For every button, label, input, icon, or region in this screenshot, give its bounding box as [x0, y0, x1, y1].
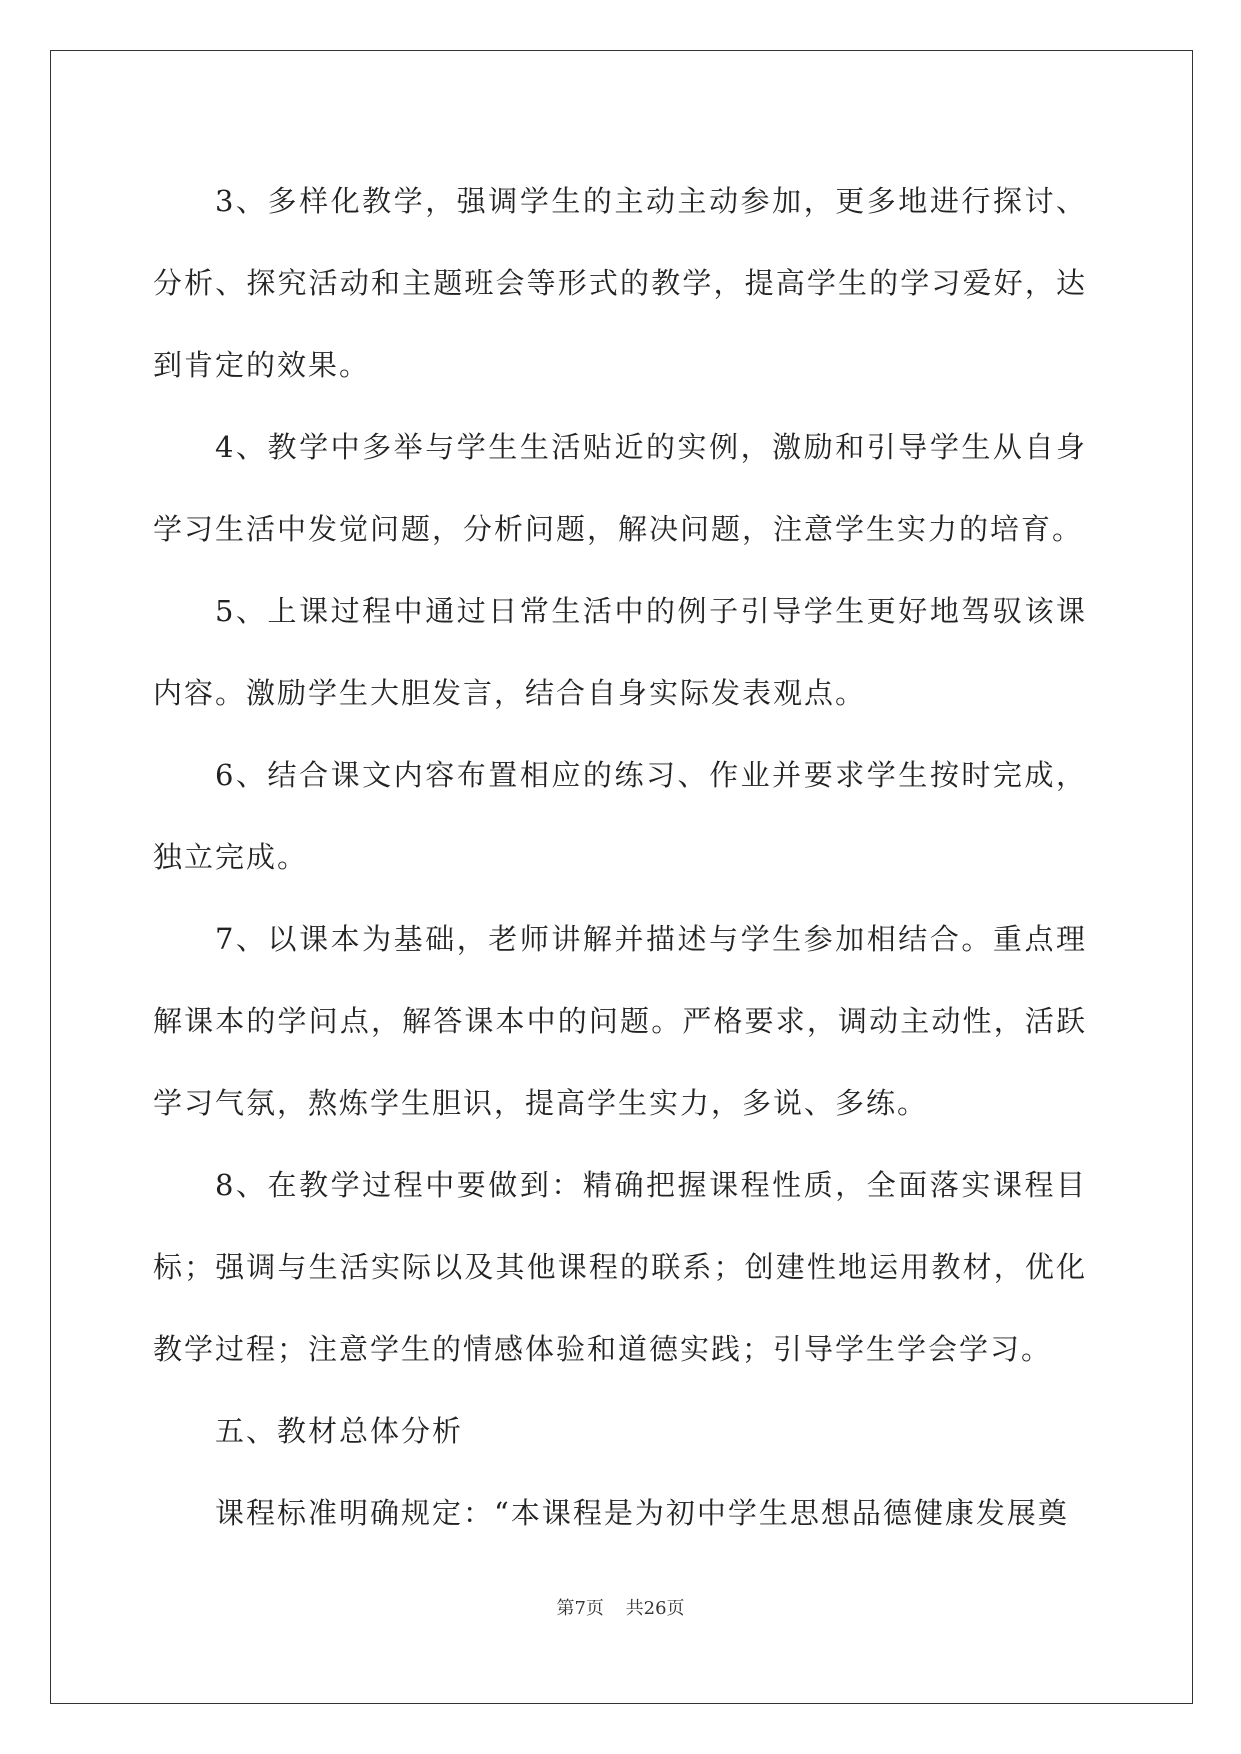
page-footer	[0, 1594, 1241, 1620]
page-number: 第7页	[556, 1598, 604, 1619]
paragraph-item-6: 6、结合课文内容布置相应的练习、作业并要求学生按时完成，独立完成。	[153, 758, 1087, 874]
page-total: 共26页	[625, 1598, 685, 1619]
paragraph-item-3: 3、多样化教学，强调学生的主动主动参加，更多地进行探讨、分析、探究活动和主题班会等形式的教学，提高学生的学习爱好，达到肯定的效果。	[153, 184, 1087, 382]
section-heading: 五、教材总体分析	[215, 1414, 464, 1448]
document-body	[153, 160, 1087, 1554]
paragraph-item-7: 7、以课本为基础，老师讲解并描述与学生参加相结合。重点理解课本的学问点，解答课本中的问题。严格要求，调动主动性，活跃学习气氛，熬炼学生胆识，提高学生实力，多说、多练。	[153, 922, 1087, 1120]
paragraph-item-4: 4、教学中多举与学生生活贴近的实例，激励和引导学生从自身学习生活中发觉问题，分析问题，解决问题，注意学生实力的培育。	[153, 430, 1087, 546]
paragraph-item-5: 5、上课过程中通过日常生活中的例子引导学生更好地驾驭该课内容。激励学生大胆发言，结合自身实际发表观点。	[153, 594, 1087, 710]
paragraph-item-8: 8、在教学过程中要做到：精确把握课程性质，全面落实课程目标；强调与生活实际以及其他课程的联系；创建性地运用教材，优化教学过程；注意学生的情感体验和道德实践；引导学生学会学习。	[153, 1168, 1087, 1366]
paragraph-curriculum-standard: 课程标准明确规定：“本课程是为初中学生思想品德健康发展奠	[215, 1496, 1069, 1530]
